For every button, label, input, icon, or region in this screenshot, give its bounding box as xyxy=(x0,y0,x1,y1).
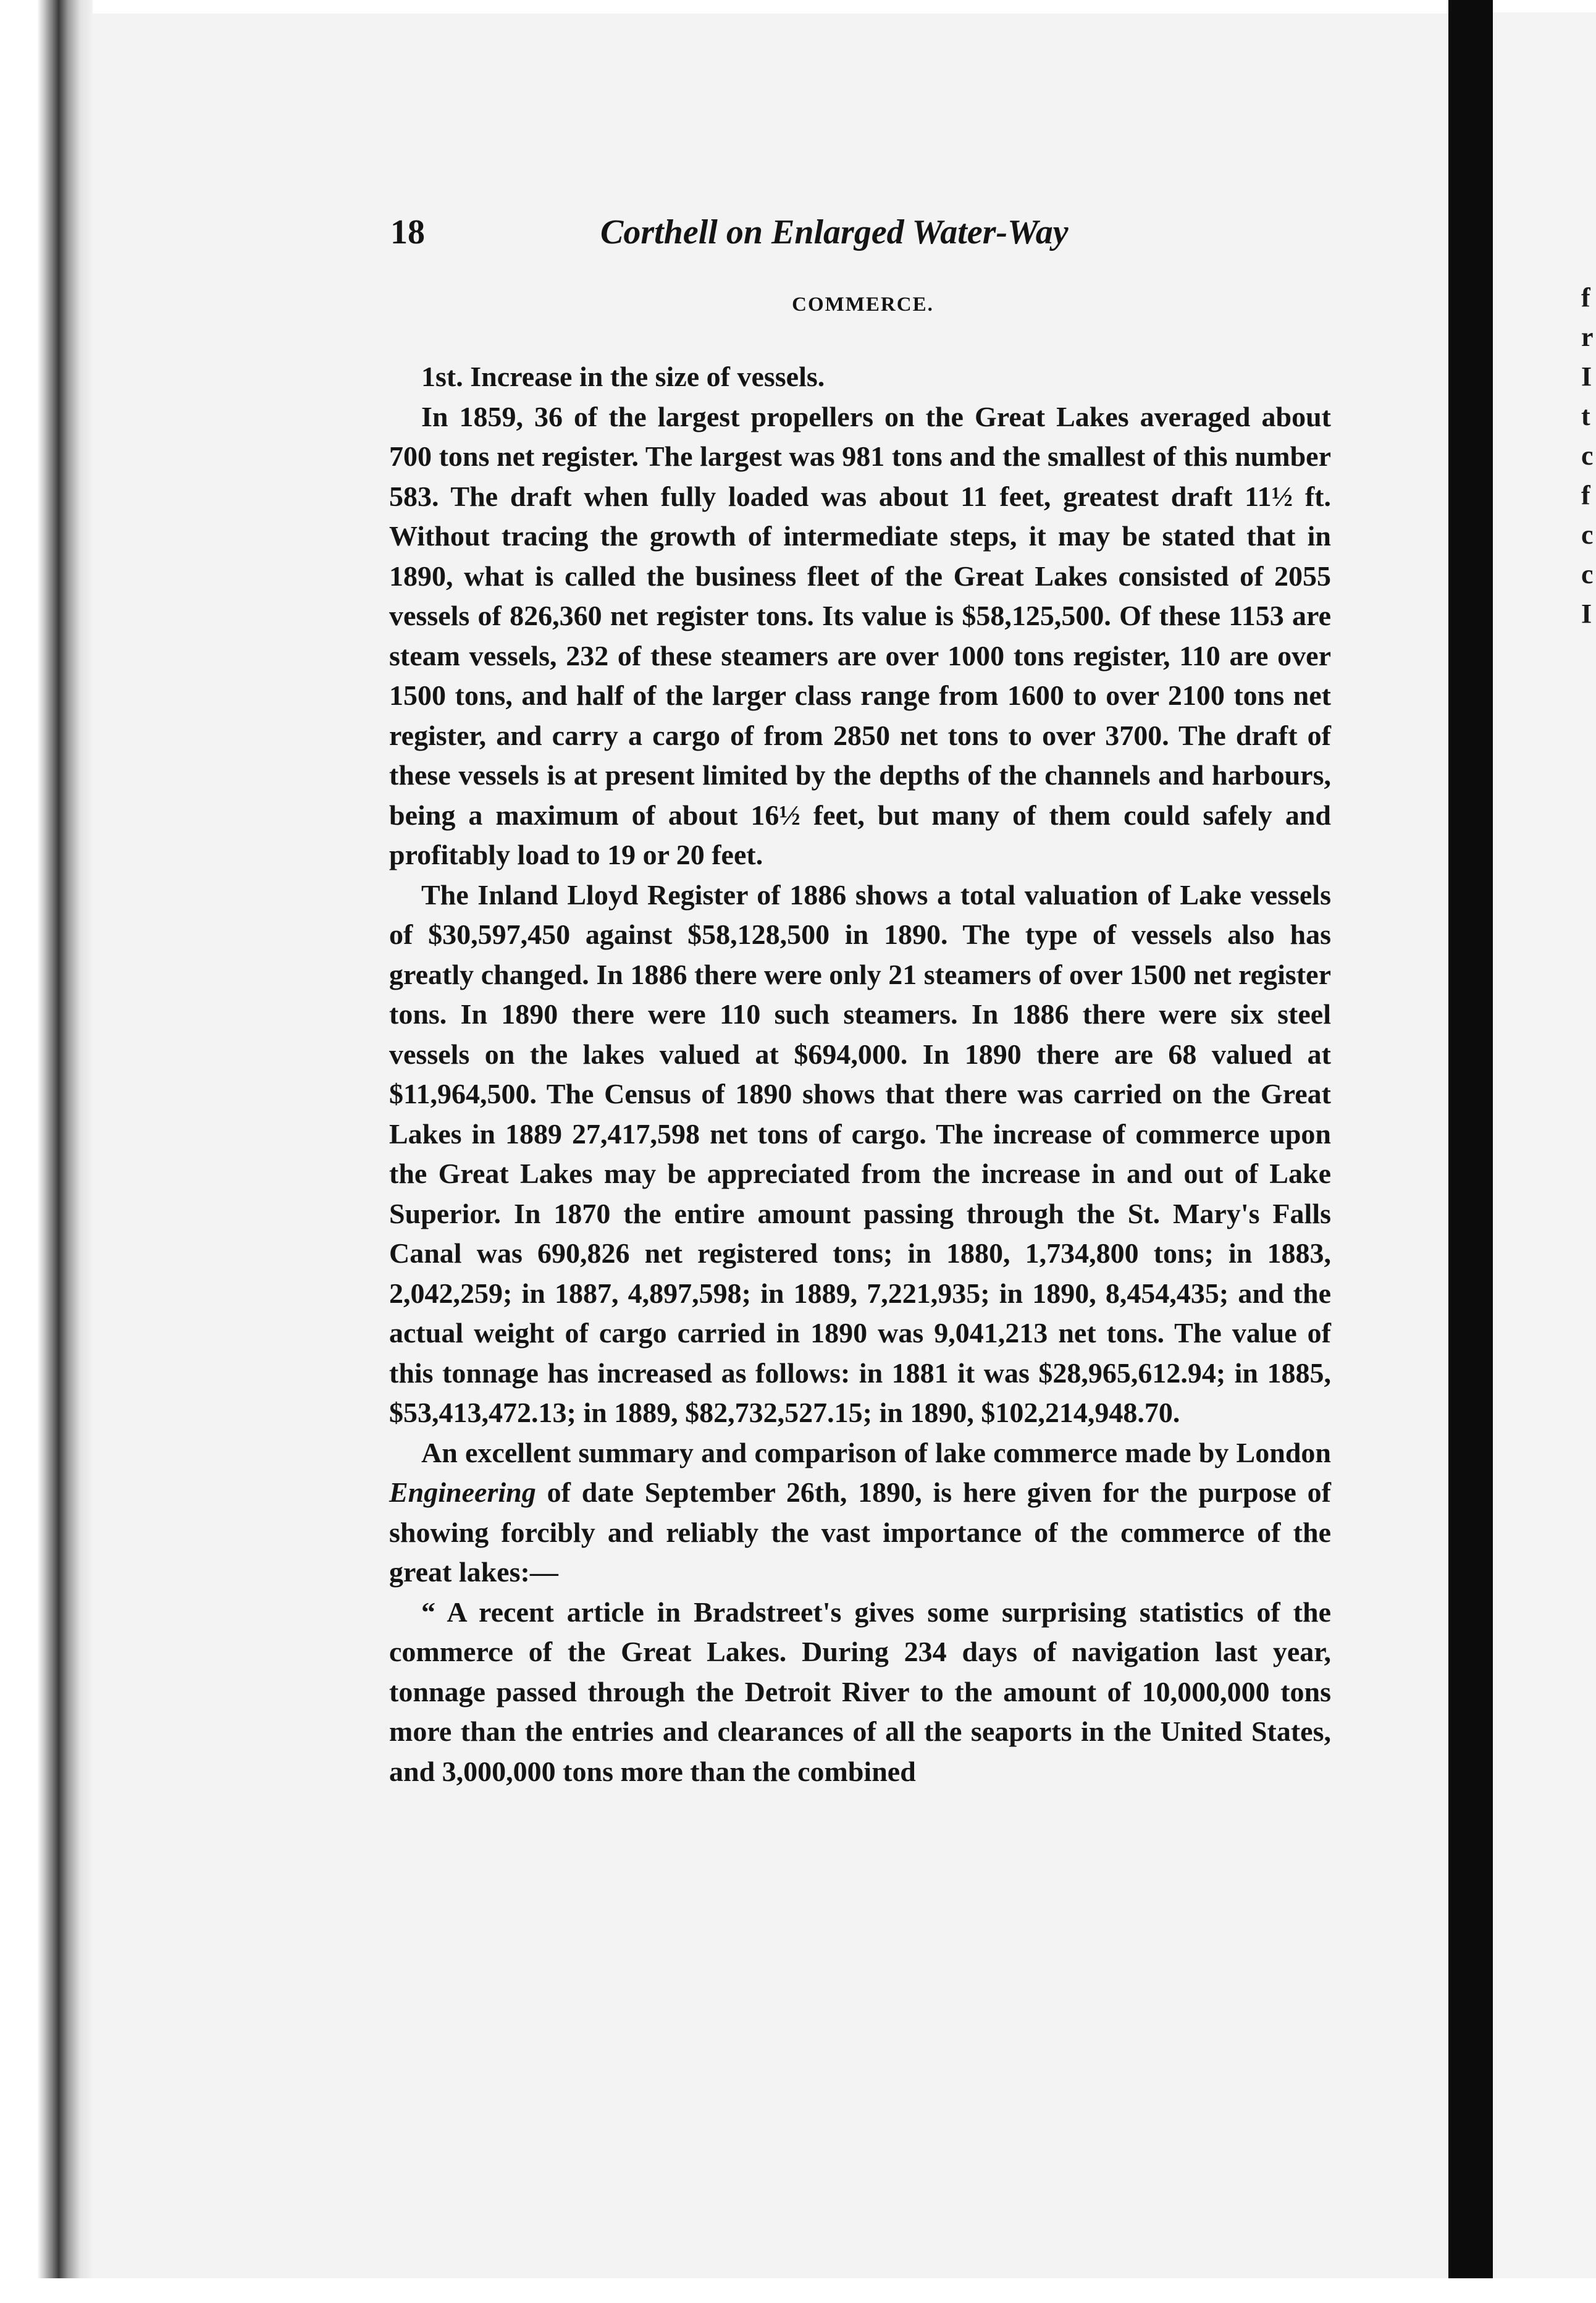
facing-letter: f xyxy=(1581,282,1590,313)
paragraph-1: 1st. Increase in the size of vessels. xyxy=(421,361,825,392)
paragraph-4 xyxy=(389,1433,1331,1593)
facing-page-letters xyxy=(1581,278,1596,634)
facing-letter: I xyxy=(1581,599,1592,629)
facing-letter: c xyxy=(1581,559,1594,589)
running-head: Corthell on Enlarged Water-Way xyxy=(600,213,1069,251)
paragraph-4-start: An excellent summary and comparison of lake commerce made by London xyxy=(421,1436,1331,1468)
facing-page xyxy=(1493,12,1596,2291)
paragraph-4-end: of date September 26th, 1890, is here given for the purpose of showing forcibly and reliably the vast importance of the commerce of the great lakes:— xyxy=(389,1476,1331,1588)
facing-letter: r xyxy=(1581,322,1594,352)
facing-letter: t xyxy=(1581,401,1590,431)
body-text xyxy=(389,357,1331,1791)
publication-title: Engineering xyxy=(389,1476,536,1508)
paragraph-3: The Inland Lloyd Register of 1886 shows a total valuation of Lake vessels of $30,597,450 against $58,128,500 in 1890. The type of vessels also has greatly changed. In 1886 there were only 21 steamers of over 1500 net register tons. In 1890 there were 110 such steamers. In 1886 there were six steel vessels on the lakes valued at $694,000. In 1890 there are 68 valued at $11,964,500. The Census of 1890 shows that there was carried on the Great Lakes in 1889 27,417,598 net tons of cargo. The increase of commerce upon the Great Lakes may be appreciated from the increase in and out of Lake Superior. In 1870 the entire amount passing through the St. Mary's Falls Canal was 690,826 net registered tons; in 1880, 1,734,800 tons; in 1883, 2,042,259; in 1887, 4,897,598; in 1889, 7,221,935; in 1890, 8,454,435; and the actual weight of cargo carried in 1890 was 9,041,213 net tons. The value of this tonnage has increased as follows: in 1881 it was $28,965,612.94; in 1885, $53,413,472.13; in 1889, $82,732,527.15; in 1890, $102,214,948.70. xyxy=(389,878,1331,1428)
book-gutter xyxy=(1448,0,1493,2303)
section-heading: COMMERCE. xyxy=(792,293,934,316)
facing-letter: c xyxy=(1581,440,1594,471)
page-header xyxy=(390,213,1119,262)
facing-letter: c xyxy=(1581,520,1594,550)
page-number: 18 xyxy=(390,213,425,251)
binding-edge xyxy=(0,0,93,2303)
scan-bottom-margin xyxy=(0,2278,1596,2303)
facing-letter: f xyxy=(1581,480,1590,510)
facing-letter: I xyxy=(1581,361,1592,392)
paragraph-2: In 1859, 36 of the largest propellers on the Great Lakes averaged about 700 tons net register. The largest was 981 tons and the smallest of this number 583. The draft when fully loaded was about 11 feet, greatest draft 11½ ft. Without tracing the growth of intermediate steps, it may be stated that in 1890, what is called the business fleet of the Great Lakes consisted of 2055 vessels of 826,360 net register tons. Its value is $58,125,500. Of these 1153 are steam vessels, 232 of these steamers are over 1000 tons register, 110 are over 1500 tons, and half of the larger class range from 1600 to over 2100 tons net register, and carry a cargo of from 2850 net tons to over 3700. The draft of these vessels is at present limited by the depths of the channels and harbours, being a maximum of about 16½ feet, but many of them could safely and profitably load to 19 or 20 feet. xyxy=(389,400,1331,870)
scan-top-margin xyxy=(0,0,1596,14)
paragraph-5: “ A recent article in Bradstreet's gives some surprising statistics of the commerce of the Great Lakes. During 234 days of navigation last year, tonnage passed through the Detroit River to the amount of 10,000,000 tons more than the entries and clearances of all the seaports in the United States, and 3,000,000 tons more than the combined xyxy=(389,1596,1331,1787)
